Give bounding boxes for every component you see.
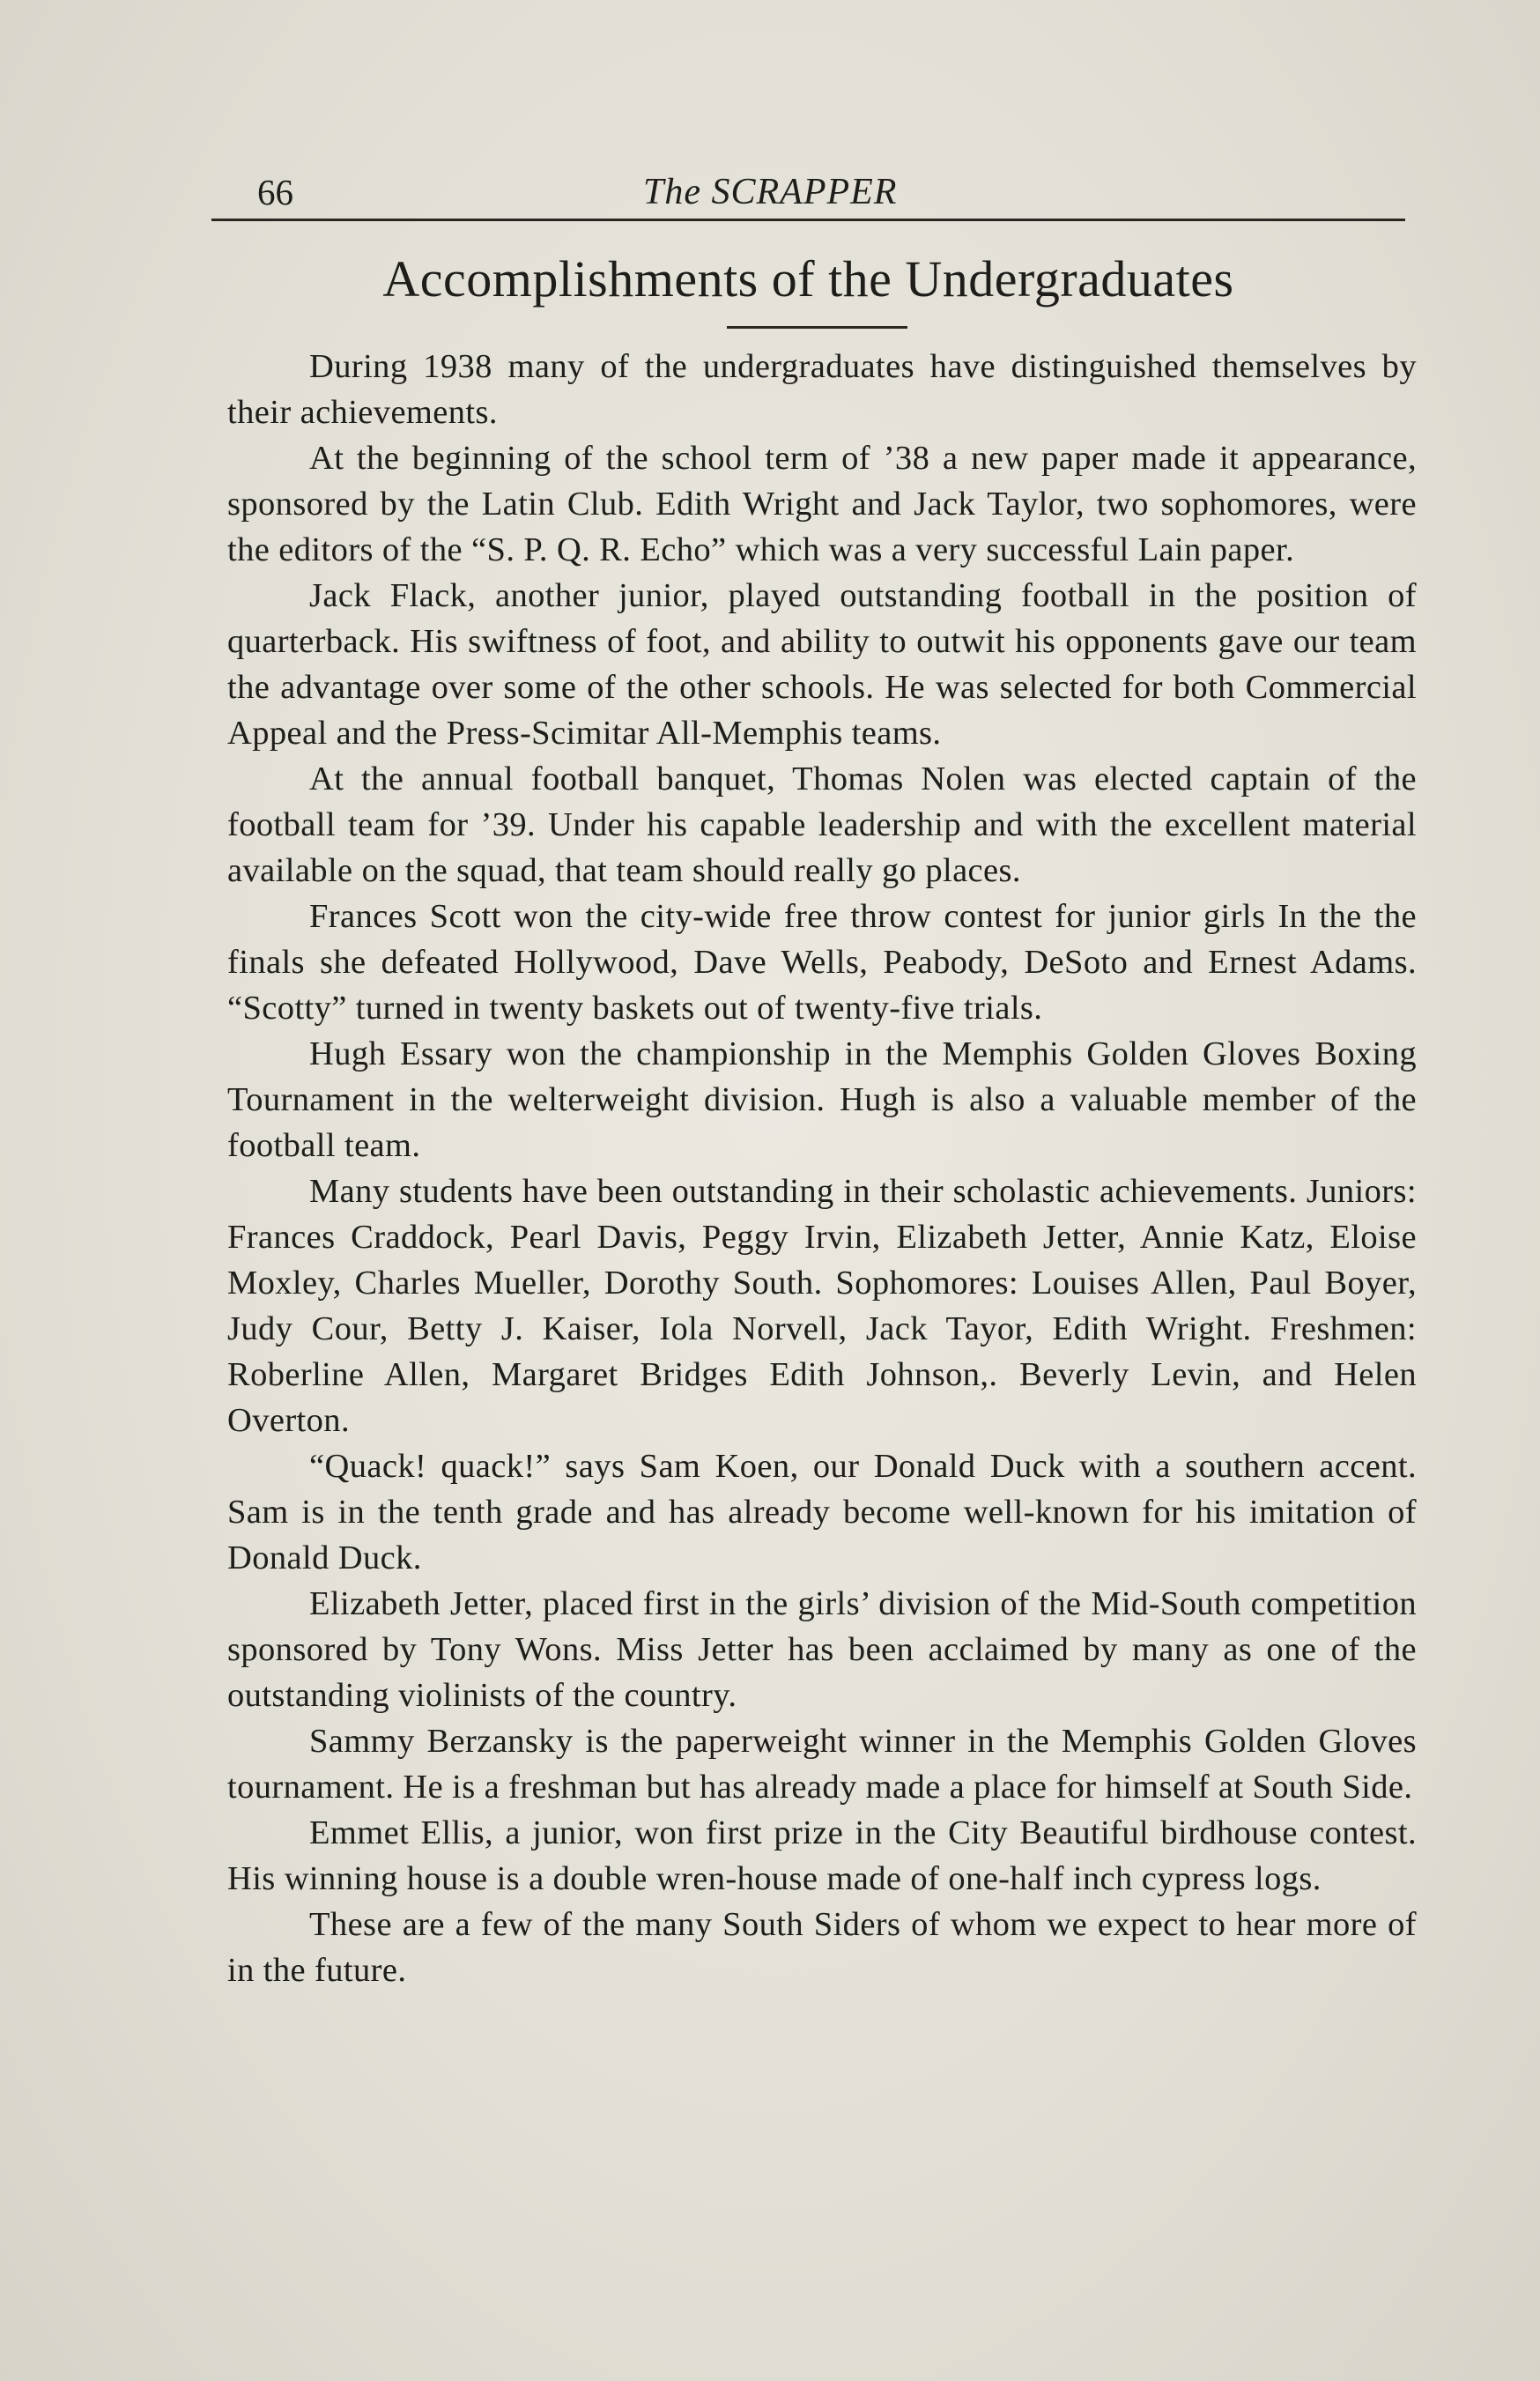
paragraph: Hugh Essary won the championship in the Memphis Golden Gloves Boxing Tournament in the welterweight division. Hugh is also a valuable member of the football team. <box>227 1035 1417 1164</box>
paragraph: At the annual football banquet, Thomas Nolen was elected captain of the football team for ’39. Under his capable leadership and with the excellent material available on the squad, that team should really go places. <box>227 760 1417 889</box>
paragraph: Many students have been outstanding in their scholastic achievements. Juniors: Frances Craddock, Pearl Davis, Peggy Irvin, Elizabeth Jetter, Annie Katz, Eloise Moxley, Charles Mueller, Dorothy South. Sophomores: Louises Allen, Paul Boyer, Judy Cour, Betty J. Kaiser, Iola Norvell, Jack Tayor, Edith Wright. Freshmen: Roberline Allen, Margaret Bridges Edith Johnson,. Beverly Levin, and Helen Overton. <box>227 1173 1417 1439</box>
running-title: The SCRAPPER <box>643 172 898 212</box>
article-title: Accomplishments of the Undergraduates <box>382 250 1234 308</box>
article-body <box>227 344 1417 1993</box>
page-number: 66 <box>257 172 293 212</box>
paragraph: Sammy Berzansky is the paperweight winner in the Memphis Golden Gloves tournament. He is a freshman but has already made a place for himself at South Side. <box>227 1723 1417 1806</box>
paragraph: “Quack! quack!” says Sam Koen, our Donald Duck with a southern accent. Sam is in the tenth grade and has already become well-known for his imitation of Donald Duck. <box>227 1448 1417 1576</box>
paragraph: At the beginning of the school term of ’38 a new paper made it appearance, sponsored by the Latin Club. Edith Wright and Jack Taylor, two sophomores, were the editors of the “S. P. Q. R. Echo” which was a very successful Lain paper. <box>227 440 1417 568</box>
paragraph: Frances Scott won the city-wide free throw contest for junior girls In the the finals she defeated Hollywood, Dave Wells, Peabody, DeSoto and Ernest Adams. “Scotty” turned in twenty baskets out of twenty-five trials. <box>227 898 1417 1027</box>
title-divider <box>727 326 907 329</box>
paragraph: Jack Flack, another junior, played outstanding football in the position of quarterback. His swiftness of foot, and ability to outwit his opponents gave our team the advantage over some of the other schools. He was selected for both Commercial Appeal and the Press-Scimitar All-Memphis teams. <box>227 577 1417 752</box>
paragraph: Elizabeth Jetter, placed first in the girls’ division of the Mid-South competition sponsored by Tony Wons. Miss Jetter has been acclaimed by many as one of the outstanding violinists of the country. <box>227 1585 1417 1714</box>
paragraph: Emmet Ellis, a junior, won first prize in the City Beautiful birdhouse contest. His winning house is a double wren-house made of one-half inch cypress logs. <box>227 1814 1417 1897</box>
page-header <box>211 166 1405 221</box>
paragraph: These are a few of the many South Siders of whom we expect to hear more of in the future. <box>227 1906 1417 1989</box>
paragraph: During 1938 many of the undergraduates have distinguished themselves by their achievements. <box>227 348 1417 431</box>
